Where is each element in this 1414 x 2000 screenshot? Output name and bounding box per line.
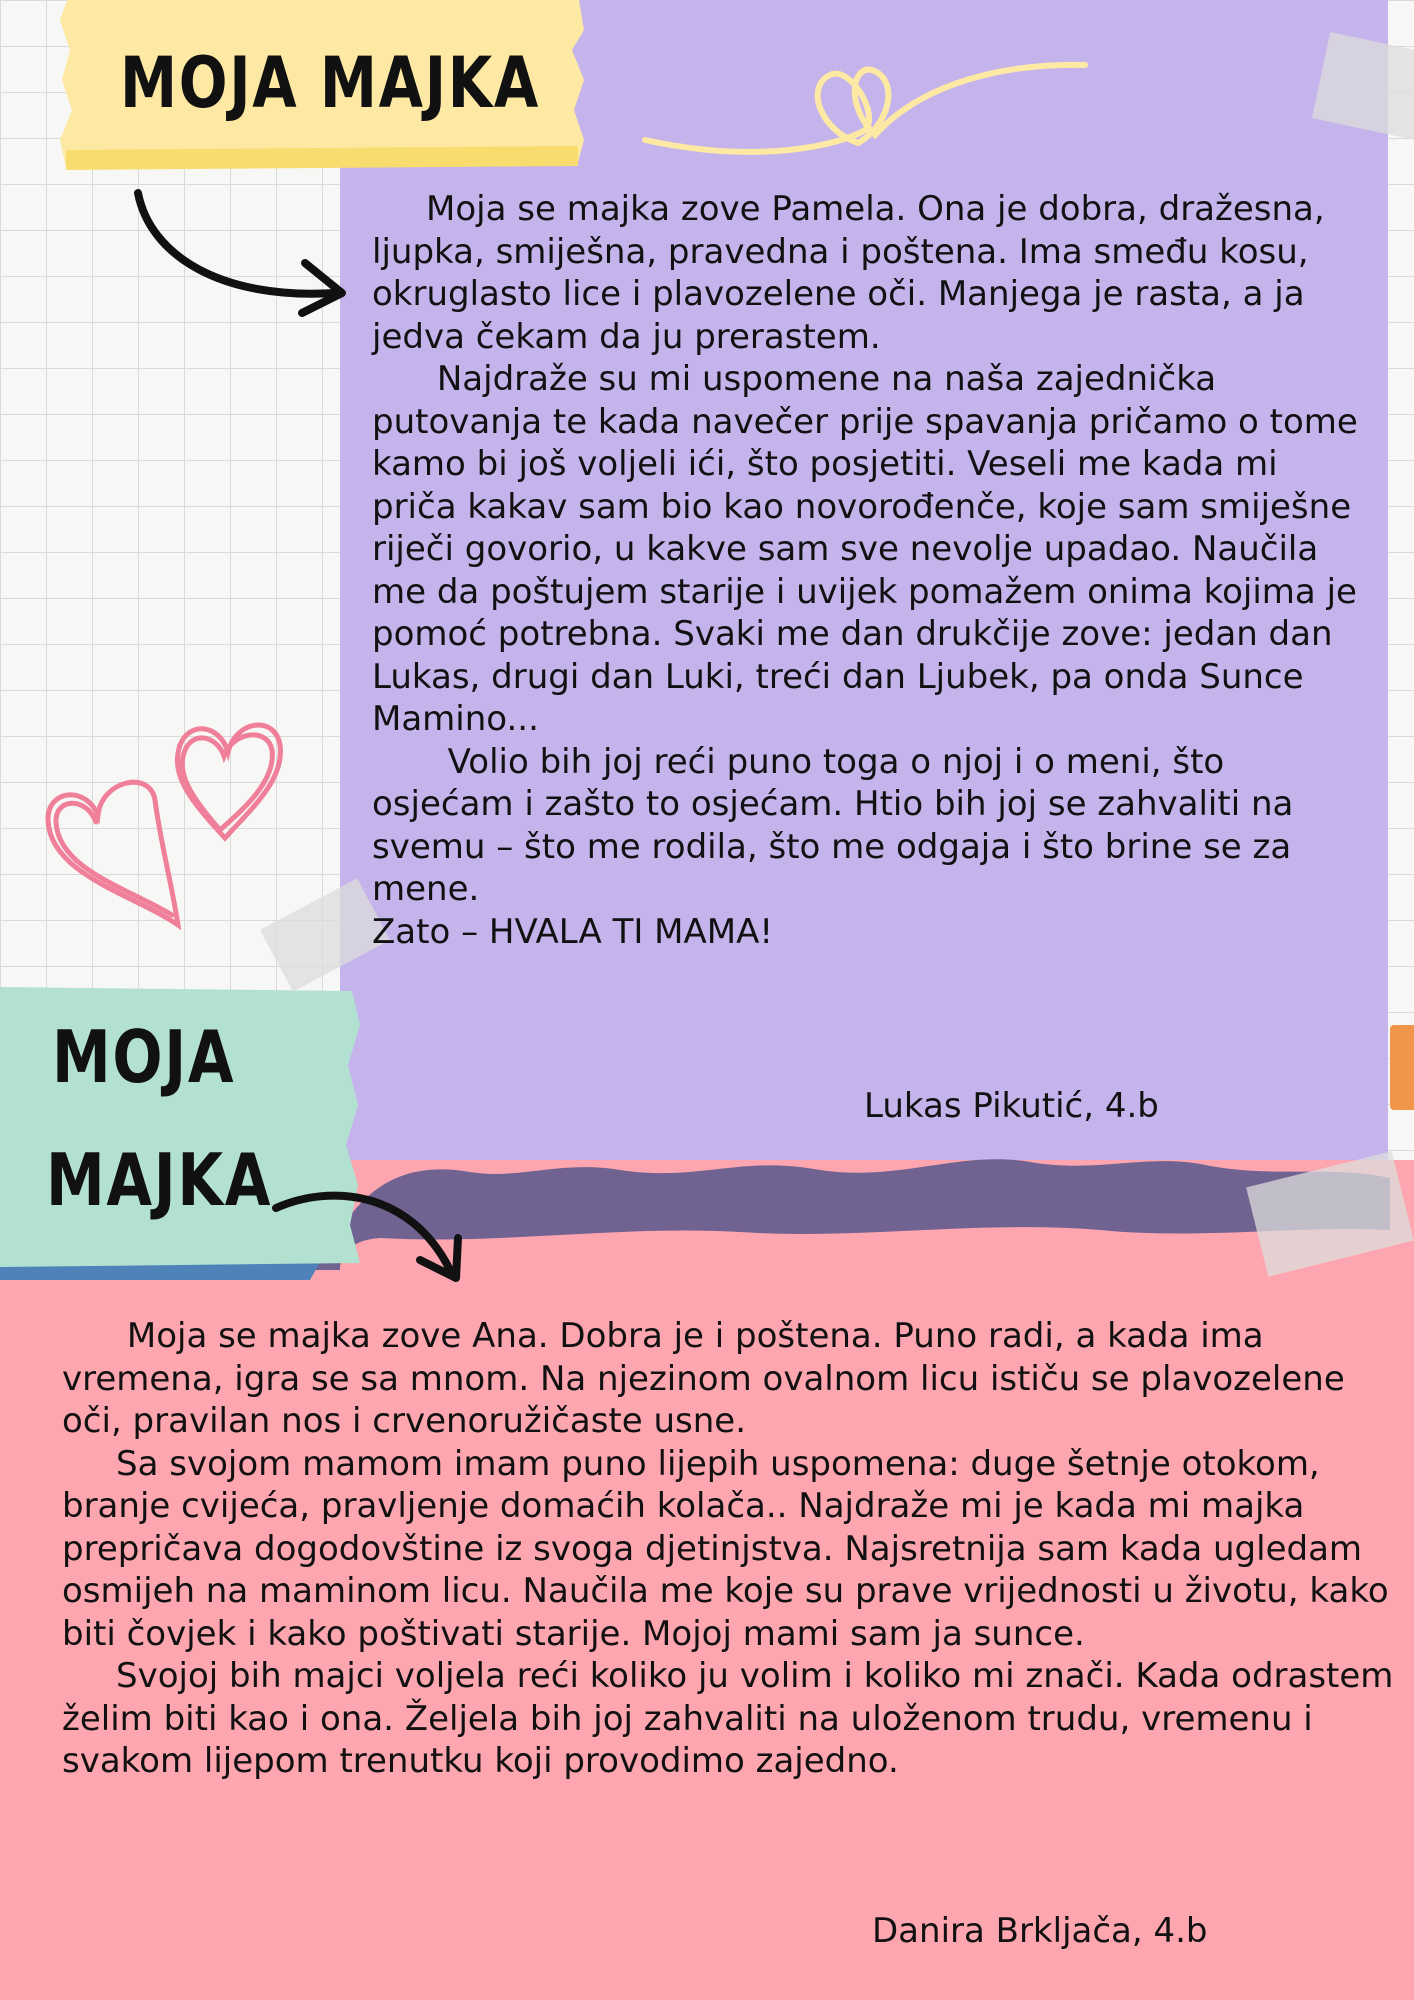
- title-bottom-line2: MAJKA: [46, 1138, 273, 1222]
- heart-squiggle-icon: [640, 55, 1090, 170]
- essay-danira: Moja se majka zove Ana. Dobra je i poštena. Puno radi, a kada ima vremena, igra se sa mnom. Na njezinom ovalnom licu ističu se plavozelene oči, pravilan nos i crvenoružičaste usne. Sa svojom mamom imam puno lijepih uspomena: duge šetnje otokom, branje cvijeća, pravljenje domaćih kolača.. Najdraže mi je kada mi majka prepričava dogodovštine iz svoga djetinjstva. Najsretnija sam kada ugledam osmijeh na maminom licu. Naučila me koje su prave vrijednosti u životu, kako biti čovjek i kako poštivati starije. Mojoj mami sam ja sunce. Svojoj bih majci voljela reći koliko ju volim i koliko mi znači. Kada odrastem želim biti kao i ona. Željela bih joj zahvaliti na uloženom trudu, vremenu i svakom lijepom trenutku koji provodimo zajedno.: [62, 1316, 1394, 1781]
- signature-lukas: Lukas Pikutić, 4.b: [864, 1086, 1159, 1126]
- title-bottom-line1: MOJA: [52, 1015, 236, 1099]
- title-top: MOJA MAJKA: [120, 42, 540, 124]
- orange-strip: [1390, 1025, 1414, 1110]
- arrow-icon: [120, 185, 360, 325]
- arrow-icon: [270, 1180, 470, 1290]
- essay-lukas: Moja se majka zove Pamela. Ona je dobra, dražesna, ljupka, smiješna, pravedna i poštena. Ima smeđu kosu, okruglasto lice i plavozelene oči. Manjega je rasta, a ja jedva čekam da ju prerastem. Najdraže su mi uspomene na naša zajednička putovanja te kada navečer prije spavanja pričamo o tome kamo bi još voljeli ići, što posjetiti. Veseli me kada mi priča kakav sam bio kao novorođenče, koje sam smiješne riječi govorio, u kakve sam sve nevolje upadao. Naučila me da poštujem starije i uvijek pomažem onima kojima je pomoć potrebna. Svaki me dan drukčije zove: jedan dan Lukas, drugi dan Luki, treći dan Ljubek, pa onda Sunce Mamino... Volio bih joj reći puno toga o njoj i o meni, što osjećam i zašto to osjećam. Htio bih joj se zahvaliti na svemu – što me rodila, što me odgaja i što brine se za mene. Zato – HVALA TI MAMA!: [372, 189, 1358, 952]
- hearts-icon: [40, 690, 300, 940]
- signature-danira: Danira Brkljača, 4.b: [872, 1911, 1208, 1951]
